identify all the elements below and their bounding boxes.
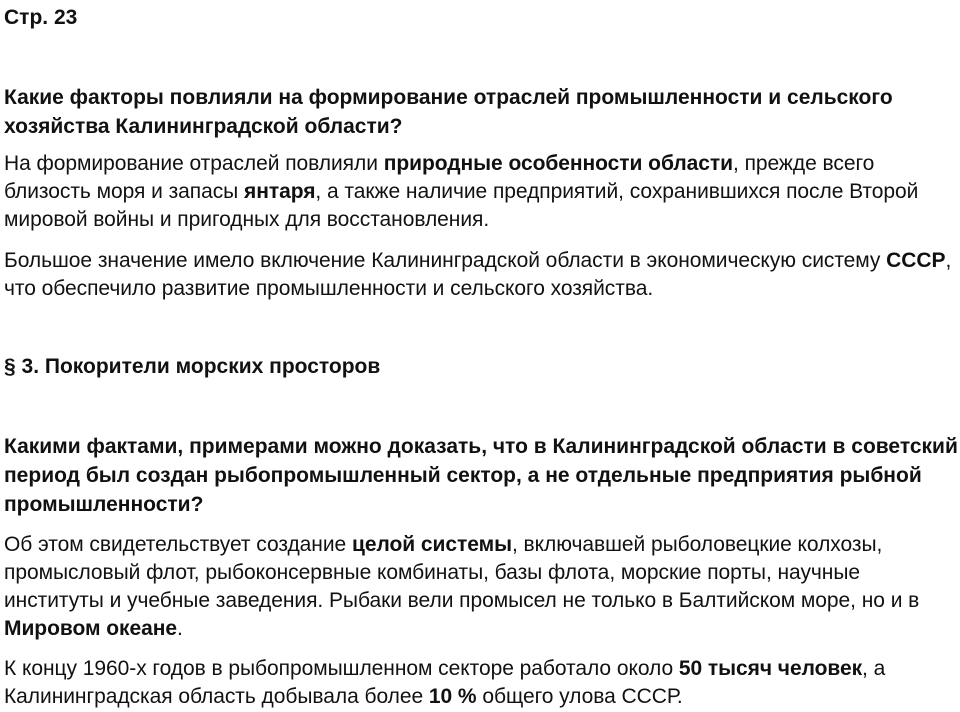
question-2-heading: Какими фактами, примерами можно доказать, что в Калининградской области в советский период был создан рыбопромышленный сектор, а не отдельные предприятия рыбной промышленности? [4,435,958,516]
text-run: Большое значение имело включение Калининградской области в экономическую систему [4,249,887,272]
answer-2-paragraph-2 [4,655,960,711]
text-run: , а Калининградская область добывала более [4,657,886,708]
text-run: К концу 1960-х годов в рыбопромышленном секторе работало около [4,657,679,680]
text-run: , а также наличие предприятий, сохранившихся после Второй мировой войны и пригодных для восстановления. [4,180,919,231]
text-run: Об этом свидетельствует создание [4,533,352,556]
bold-text-run: янтаря [244,180,316,203]
section-title: § 3. Покорители морских просторов [4,355,381,378]
question-block-2 [4,432,960,519]
question-1-heading: Какие факторы повлияли на формирование отраслей промышленности и сельского хозяйства Калининградской области? [4,86,893,138]
bold-text-run: природные особенности области [383,152,734,175]
text-run: . [176,617,183,640]
bold-text-run: Мировом океане [4,617,177,640]
text-run: На формирование отраслей повлияли [4,152,384,175]
bold-text-run: 10 % [428,685,477,708]
bold-text-run: 50 тысяч человек [678,657,863,680]
page-number: Стр. 23 [4,6,78,29]
answer-1-paragraph-1 [4,150,960,234]
bold-text-run: целой системы [351,533,512,556]
answer-1-paragraph-2 [4,247,960,303]
text-run: , включавшей рыболовецкие колхозы, промысловый флот, рыбоконсервные комбинаты, базы флота, морские порты, научные институты и учебные заведения. Рыбаки вели промысел не только в Балтийском море, но и в [4,533,920,612]
question-block-1 [4,83,960,141]
answer-paragraph [4,150,960,234]
answer-paragraph [4,655,960,711]
section-block [4,353,960,381]
text-run: общего улова СССР. [476,685,683,708]
text-run: , прежде всего близость моря и запасы [4,152,875,203]
bold-text-run: СССР [886,249,946,272]
answer-2-paragraph-1 [4,531,960,643]
answer-paragraph [4,247,960,303]
text-run: , что обеспечило развитие промышленности и сельского хозяйства. [4,249,952,300]
answer-paragraph [4,531,960,643]
